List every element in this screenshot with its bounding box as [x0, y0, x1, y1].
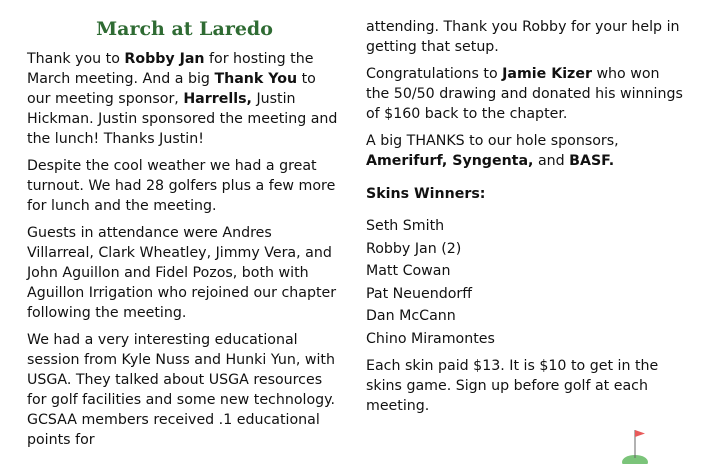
- sponsor-names: Amerifurf, Syngenta,: [366, 153, 534, 169]
- text-span: to our meeting sponsor,: [27, 71, 316, 107]
- golf-flag-icon: [621, 428, 651, 464]
- sponsor-name: Harrells,: [183, 91, 252, 107]
- text-span: A big THANKS to our hole sponsors,: [366, 133, 619, 149]
- thank-you-text: Thank You: [214, 71, 298, 87]
- paragraph-skins-info: Each skin paid $13. It is $10 to get in the skins game. Sign up before golf at each meeting.: [366, 358, 659, 414]
- text-span: and: [533, 153, 570, 169]
- text-span: who won the 50/50 drawing and donated his winnings of $160 back to the chapter.: [366, 66, 683, 122]
- text-span: Justin Hickman. Justin sponsored the meeting and the lunch! Thanks Justin!: [27, 91, 338, 147]
- paragraph-thanks-host: [27, 49, 342, 149]
- paragraph-education: We had a very interesting educational session from Kyle Nuss and Hunki Yun, with USGA. They talked about USGA resources for golf facilities and some new technology. GCSAA members received .1 educational points for: [27, 332, 336, 448]
- flag-pennant: [635, 430, 645, 437]
- skins-heading-text: Skins Winners:: [366, 186, 486, 202]
- skins-winners-list: [366, 215, 686, 350]
- paragraph-drawing: [366, 64, 686, 124]
- winner-name: Jamie Kizer: [502, 66, 592, 82]
- list-item: Seth Smith: [366, 218, 445, 234]
- text-span: Congratulations to: [366, 66, 503, 82]
- right-column: [366, 0, 686, 423]
- skins-winners-heading: [366, 184, 686, 204]
- left-column: [27, 0, 342, 457]
- list-item: Robby Jan (2): [366, 240, 462, 257]
- article-title: March at Laredo: [96, 18, 273, 40]
- host-name: Robby Jan: [124, 51, 205, 67]
- list-item: Dan McCann: [366, 308, 456, 324]
- text-span: Thank you to: [27, 51, 125, 67]
- paragraph-guests: Guests in attendance were Andres Villarreal, Clark Wheatley, Jimmy Vera, and John Aguillon and Fidel Pozos, both with Aguillon Irrigation who rejoined our chapter following the meeting.: [27, 225, 337, 321]
- paragraph-education-continued: attending. Thank you Robby for your help in getting that setup.: [366, 19, 680, 55]
- paragraph-turnout: Despite the cool weather we had a great turnout. We had 28 golfers plus a few more for lunch and the meeting.: [27, 158, 336, 214]
- paragraph-hole-sponsors: [366, 131, 686, 171]
- sponsor-name-basf: BASF.: [569, 153, 615, 169]
- text-span: for hosting the March meeting. And a big: [27, 51, 314, 87]
- list-item: Matt Cowan: [366, 263, 451, 279]
- list-item: Chino Miramontes: [366, 330, 495, 347]
- list-item: Pat Neuendorff: [366, 285, 473, 302]
